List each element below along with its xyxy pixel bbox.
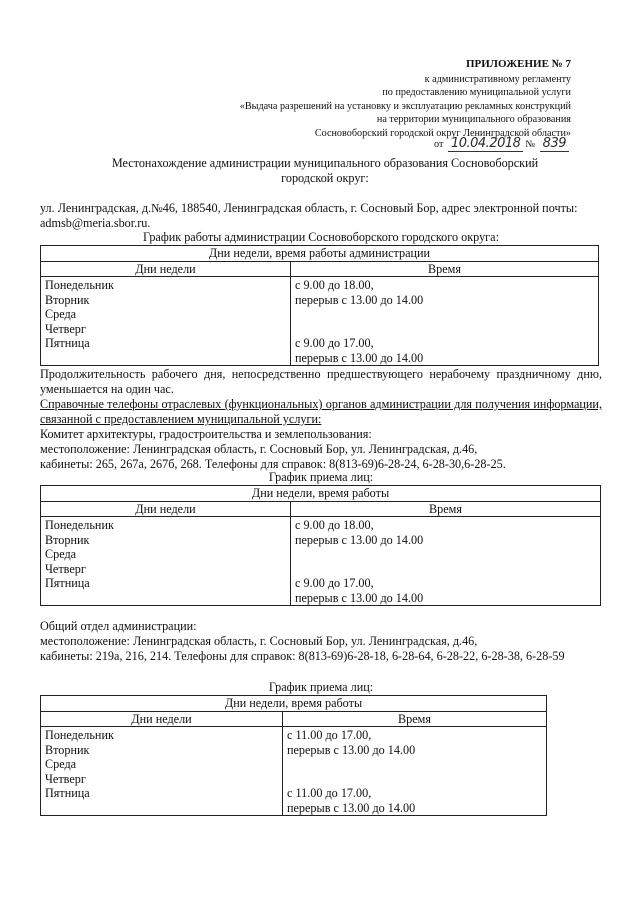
handwritten-number: 839 — [540, 136, 569, 152]
address: ул. Ленинградская, д.№46, 188540, Ленинградская область, г. Сосновый Бор, адрес электронной почты: admsb@meria.sbor.ru. — [40, 201, 578, 230]
schedule-committee-table — [40, 485, 601, 606]
time-line: с 11.00 до 17.00, — [287, 728, 372, 742]
time-line: с 9.00 до 17.00, — [295, 336, 374, 350]
time-line: с 9.00 до 18.00, — [295, 518, 374, 532]
col-time: Время — [291, 501, 601, 517]
col-days: Дни недели — [41, 261, 291, 277]
committee-block — [40, 427, 610, 472]
day: Четверг — [45, 771, 86, 786]
col-days: Дни недели — [41, 501, 291, 517]
time-line: перерыв с 13.00 до 14.00 — [295, 532, 424, 547]
day: Среда — [45, 757, 77, 771]
general-block — [40, 619, 605, 664]
annex-line: по предоставлению муниципальной услуги — [382, 87, 571, 99]
time-cell — [291, 517, 601, 606]
day: Четверг — [45, 321, 86, 336]
annex-date-number — [434, 136, 571, 151]
time-line: перерыв с 13.00 до 14.00 — [287, 742, 416, 757]
table-header: Дни недели, время работы администрации — [41, 246, 599, 262]
day: Пятница — [45, 786, 90, 800]
location-heading: Местонахождение администрации муниципального образования Сосновоборский городской округ: — [111, 156, 539, 185]
time-cell — [283, 727, 547, 816]
phones-heading: Справочные телефоны отраслевых (функциональных) органов администрации для получения информации, связанной с предоставлением муниципальной услуги: — [40, 397, 602, 426]
schedule-general-table — [40, 695, 547, 816]
days-cell — [41, 517, 291, 606]
annex-line: Сосновоборский городской округ Ленинградской области» — [314, 127, 571, 139]
annex-line: на территории муниципального образования — [376, 114, 571, 126]
general-rooms: кабинеты: 219а, 216, 214. Телефоны для справок: 8(813-69)6-28-18, 6-28-64, 6-28-22, 6-28-38, 6-28-59 — [40, 649, 565, 663]
number-label: № — [525, 139, 536, 150]
handwritten-date: 10.04.2018 — [448, 136, 523, 152]
day: Вторник — [45, 292, 90, 307]
general-name: Общий отдел администрации: — [40, 619, 197, 633]
day: Понедельник — [45, 728, 114, 742]
committee-name: Комитет архитектуры, градостроительства и землепользования: — [40, 427, 372, 441]
time-cell — [291, 277, 599, 366]
schedule-admin-title: График работы администрации Сосновоборского городского округа: — [143, 230, 499, 244]
note: Продолжительность рабочего дня, непосредственно предшествующего нерабочему праздничному дню, уменьшается на один час. — [40, 367, 602, 396]
day: Вторник — [45, 742, 90, 757]
day: Среда — [45, 547, 77, 561]
day: Вторник — [45, 532, 90, 547]
annex-line: «Выдача разрешений на установку и эксплуатацию рекламных конструкций — [239, 100, 571, 112]
annex-title: ПРИЛОЖЕНИЕ № 7 — [465, 58, 571, 70]
table-header: Дни недели, время работы — [41, 696, 547, 712]
col-time: Время — [283, 711, 547, 727]
general-location: местоположение: Ленинградская область, г. Сосновый Бор, ул. Ленинградская, д.46, — [40, 634, 478, 648]
day: Пятница — [45, 336, 90, 350]
day: Пятница — [45, 576, 90, 590]
schedule-general-title: График приема лиц: — [268, 680, 374, 694]
schedule-committee-title: График приема лиц: — [268, 470, 374, 484]
annex-line: к административному регламенту — [424, 73, 571, 85]
time-line: перерыв с 13.00 до 14.00 — [295, 590, 424, 605]
schedule-admin-table — [40, 245, 599, 366]
col-days: Дни недели — [41, 711, 283, 727]
time-line: с 9.00 до 17.00, — [295, 576, 374, 590]
time-line: с 11.00 до 17.00, — [287, 786, 372, 800]
table-header: Дни недели, время работы — [41, 486, 601, 502]
days-cell — [41, 277, 291, 366]
day: Среда — [45, 307, 77, 321]
time-line: перерыв с 13.00 до 14.00 — [295, 292, 424, 307]
committee-rooms: кабинеты: 265, 267а, 267б, 268. Телефоны для справок: 8(813-69)6-28-24, 6-28-30,6-28-25. — [40, 457, 506, 471]
days-cell — [41, 727, 283, 816]
time-line: перерыв с 13.00 до 14.00 — [287, 800, 416, 815]
annex-block — [240, 58, 571, 141]
from-label: от — [433, 139, 444, 150]
day: Понедельник — [45, 518, 114, 532]
time-line: перерыв с 13.00 до 14.00 — [295, 350, 424, 365]
committee-location: местоположение: Ленинградская область, г. Сосновый Бор, ул. Ленинградская, д.46, — [40, 442, 478, 456]
col-time: Время — [291, 261, 599, 277]
time-line: с 9.00 до 18.00, — [295, 278, 374, 292]
day: Четверг — [45, 561, 86, 576]
day: Понедельник — [45, 278, 114, 292]
